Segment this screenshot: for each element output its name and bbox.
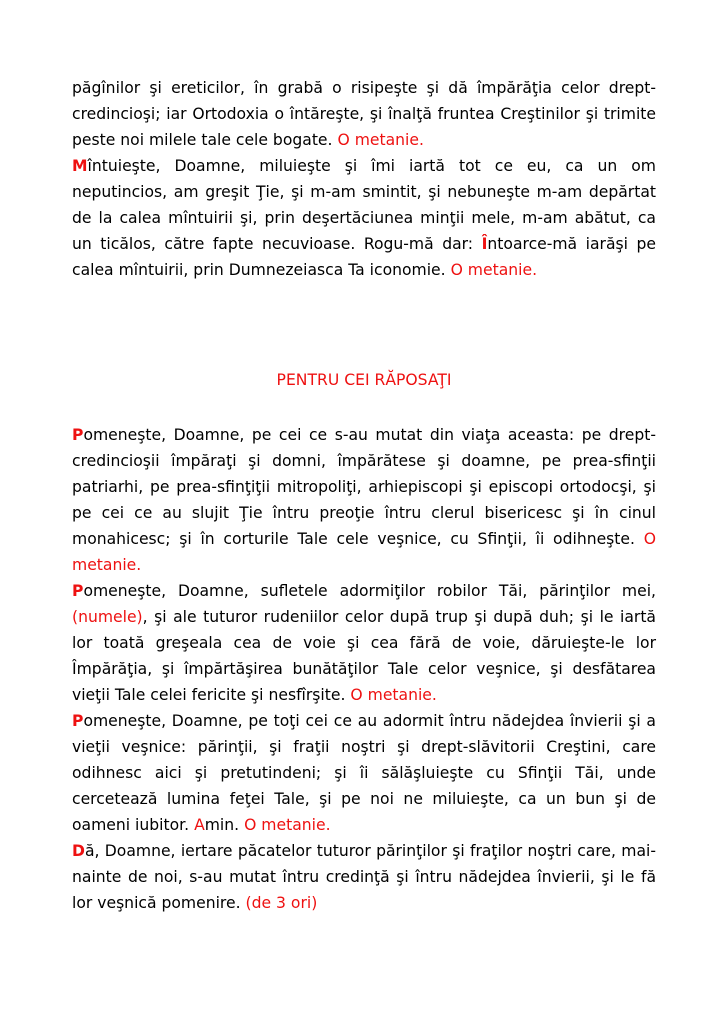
paragraph-text: omeneşte, Doamne, pe toţi cei ce au adormit întru nădejdea învierii şi a vieţii veşnice: părinţii, şi fraţii noştri şi drept-slăvitorii Creştini, care odihnesc aici şi pretutindeni; şi îi sălăşluieşte cu Sfinţii Tăi, unde cercetează lumina feţei Tale, şi pe noi ne miluieşte, ca un bun şi de oameni iubitor.	[72, 712, 656, 834]
paragraph-text: păgînilor şi ereticilor, în grabă o risipeşte şi dă împărăţia celor drept-credincioşi; iar Ortodoxia o întăreşte, şi înalţă fruntea Creştinilor şi trimite peste noi milele tale cele bogate.	[72, 79, 656, 149]
initial-letter: P	[72, 582, 84, 600]
prostration-note: O metanie.	[337, 131, 424, 149]
paragraph	[72, 422, 656, 578]
prostration-note: O metanie.	[450, 261, 538, 279]
paragraph-text: ă, Doamne, iertare păcatelor tuturor părinţilor şi fraţilor noştri care, mai-nainte de noi, s-au mutat întru credinţă şi întru nădejdea învierii, şi le fă lor veşnică pomenire.	[72, 842, 656, 912]
section-heading: PENTRU CEI RĂPOSAŢI	[276, 371, 452, 389]
paragraph-text: ntoarce-mă iarăşi pe calea mîntuirii, prin Dumnezeiasca Ta iconomie.	[72, 235, 656, 279]
initial-letter: P	[72, 712, 84, 730]
repeat-note: (de 3 ori)	[245, 894, 318, 912]
paragraph-text: , şi ale tuturor rudeniilor celor după trup şi după duh; şi le iartă lor toată greşeala cea de voie şi cea fără de voie, dăruieşte-le lor Împărăţia, şi împărtăşirea bunătăţilor Tale celor veşnice, şi desfătarea vieţii Tale celei fericite şi nesfîrşite.	[72, 608, 656, 704]
section-prayers	[72, 75, 656, 283]
initial-letter: D	[72, 842, 85, 860]
prostration-note: O metanie.	[244, 816, 331, 834]
names-placeholder: (numele)	[72, 608, 143, 626]
paragraph	[72, 578, 656, 708]
initial-letter: P	[72, 426, 84, 444]
initial-letter: Î	[481, 235, 488, 253]
prostration-note: O metanie.	[350, 686, 437, 704]
amen-rest: min.	[204, 816, 240, 834]
paragraph-text: întuieşte, Doamne, miluieşte şi îmi iartă tot ce eu, ca un om neputincios, am greşit Ţie, şi m-am smintit, şi nebuneşte m-am depărtat de la calea mîntuirii şi, prin deşertăciunea minţii mele, m-am abătut, ca un ticălos, către fapte necuvioase. Rogu-mă dar:	[72, 157, 656, 253]
section-departed	[72, 422, 656, 916]
paragraph	[72, 153, 656, 283]
paragraph-text: omeneşte, Doamne, sufletele adormiţilor robilor Tăi, părinţilor mei,	[83, 582, 656, 600]
paragraph	[72, 708, 656, 838]
paragraph	[72, 75, 656, 153]
initial-letter: M	[72, 157, 88, 175]
amen-initial: A	[194, 816, 205, 834]
paragraph-text: omeneşte, Doamne, pe cei ce s-au mutat din viaţa aceasta: pe drept-credincioşii împăraţi şi domni, împărătese şi doamne, pe prea-sfinţii patriarhi, pe prea-sfinţiţii mitropoliţi, arhiepiscopi şi episcopi ortodocşi, şi pe cei ce au slujit Ţie întru preoţie întru clerul bisericesc şi în cinul monahicesc; şi în corturile Tale cele veşnice, cu Sfinţii, îi odihneşte.	[72, 426, 656, 548]
prostration-note: O metanie.	[72, 530, 656, 574]
paragraph	[72, 838, 656, 916]
